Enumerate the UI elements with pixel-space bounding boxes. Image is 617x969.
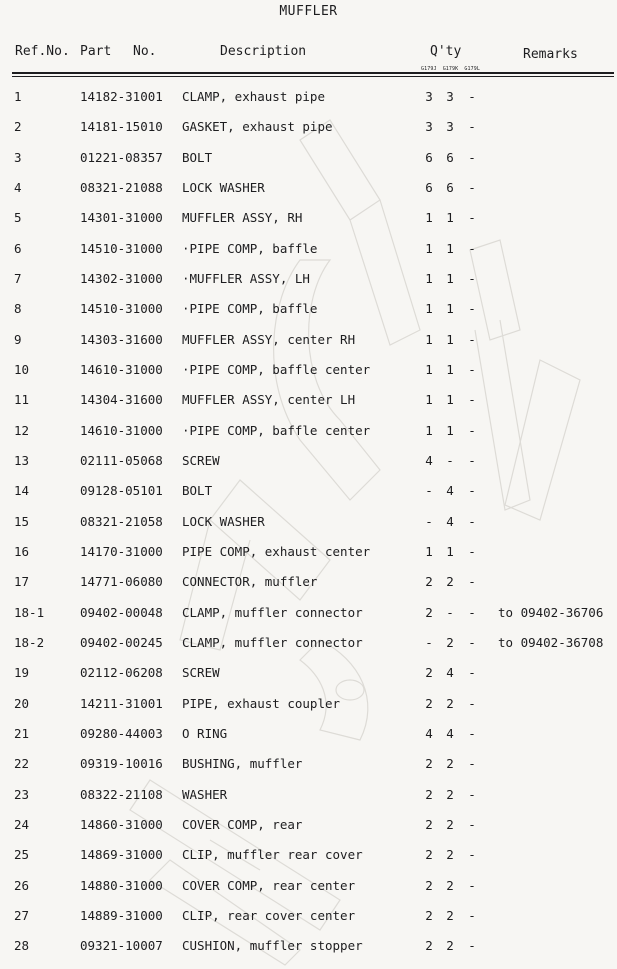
qty-model-1-cell: 1	[425, 301, 433, 317]
part-no-cell: 14889-31000	[80, 907, 163, 923]
qty-model-2-cell: 1	[446, 331, 454, 347]
description-cell: ·MUFFLER ASSY, LH	[182, 270, 310, 286]
ref-no-cell: 24	[14, 816, 30, 832]
qty-model-2-cell: 1	[446, 422, 454, 438]
table-row	[0, 566, 617, 596]
description-cell: MUFFLER ASSY, center RH	[182, 331, 356, 347]
header-part: Part	[80, 44, 112, 59]
qty-model-3-cell: -	[468, 240, 476, 256]
ref-no-cell: 3	[14, 149, 22, 165]
qty-model-3-cell: -	[468, 270, 476, 286]
ref-no-cell: 1	[14, 89, 22, 104]
qty-model-1-cell: 1	[425, 543, 433, 559]
qty-model-3-cell: -	[468, 422, 476, 438]
ref-no-cell: 9	[14, 331, 22, 347]
ref-no-cell: 17	[14, 574, 30, 590]
qty-model-1-cell: 2	[425, 574, 433, 590]
header-description: Description	[220, 44, 307, 59]
qty-model-1-cell: 1	[425, 392, 433, 408]
qty-model-2-cell: 1	[446, 361, 454, 377]
description-cell: CLAMP, muffler connector	[182, 604, 363, 620]
qty-model-2-cell: 1	[446, 210, 454, 226]
qty-model-2-cell: -	[446, 452, 454, 468]
qty-model-3-cell: -	[468, 149, 476, 165]
qty-model-1-cell: 2	[425, 938, 433, 954]
qty-model-1-cell: 2	[425, 695, 433, 711]
description-cell: LOCK WASHER	[182, 513, 265, 529]
table-row	[0, 202, 617, 232]
part-no-cell: 08321-21058	[80, 513, 163, 529]
qty-model-3-cell: -	[468, 513, 476, 529]
qty-model-1-cell: 6	[425, 179, 433, 195]
qty-model-2-cell: 2	[446, 938, 454, 954]
description-cell: O RING	[182, 725, 228, 741]
qty-model-1-cell: 4	[425, 725, 433, 741]
qty-model-3-cell: -	[468, 543, 476, 559]
qty-model-2-cell: 2	[446, 847, 454, 863]
table-row	[0, 657, 617, 687]
part-no-cell: 08322-21108	[80, 786, 163, 802]
qty-model-3-cell: -	[468, 119, 476, 135]
qty-model-2-cell: -	[446, 604, 454, 620]
qty-model-3-cell: -	[468, 574, 476, 590]
qty-model-1-cell: 6	[425, 149, 433, 165]
table-row	[0, 930, 617, 960]
description-cell: MUFFLER ASSY, center LH	[182, 392, 356, 408]
qty-model-3-cell: -	[468, 877, 476, 893]
ref-no-cell: 14	[14, 483, 30, 499]
part-no-cell: 09319-10016	[80, 756, 163, 772]
part-no-cell: 14510-31000	[80, 301, 163, 317]
part-no-cell: 08321-21088	[80, 179, 163, 195]
qty-model-2-cell: 3	[446, 89, 454, 104]
qty-model-3-cell: -	[468, 847, 476, 863]
qty-model-3-cell: -	[468, 483, 476, 499]
table-row	[0, 172, 617, 202]
table-row	[0, 263, 617, 293]
description-cell: BOLT	[182, 483, 213, 499]
description-cell: CLAMP, exhaust pipe	[182, 89, 325, 104]
table-row	[0, 748, 617, 778]
part-no-cell: 09280-44003	[80, 725, 163, 741]
ref-no-cell: 16	[14, 543, 30, 559]
qty-model-2-cell: 1	[446, 543, 454, 559]
qty-model-1-cell: 1	[425, 270, 433, 286]
qty-model-3-cell: -	[468, 786, 476, 802]
ref-no-cell: 15	[14, 513, 30, 529]
description-cell: LOCK WASHER	[182, 179, 265, 195]
qty-model-1-cell: 2	[425, 665, 433, 681]
part-no-cell: 09402-00048	[80, 604, 163, 620]
part-no-cell: 14170-31000	[80, 543, 163, 559]
ref-no-cell: 22	[14, 756, 30, 772]
qty-model-3-cell: -	[468, 725, 476, 741]
description-cell: SCREW	[182, 665, 220, 681]
qty-model-3-cell: -	[468, 756, 476, 772]
part-no-cell: 14869-31000	[80, 847, 163, 863]
table-row	[0, 445, 617, 475]
header-rule-thin	[12, 76, 614, 77]
qty-model-2-cell: 6	[446, 149, 454, 165]
part-no-cell: 14610-31000	[80, 361, 163, 377]
table-row	[0, 506, 617, 536]
table-row	[0, 293, 617, 323]
part-no-cell: 14301-31000	[80, 210, 163, 226]
qty-model-1-cell: 3	[425, 119, 433, 135]
part-no-cell: 14211-31001	[80, 695, 163, 711]
description-cell: CLAMP, muffler connector	[182, 634, 363, 650]
table-row	[0, 779, 617, 809]
description-cell: BUSHING, muffler	[182, 756, 303, 772]
part-no-cell: 14880-31000	[80, 877, 163, 893]
part-no-cell: 14771-06080	[80, 574, 163, 590]
description-cell: CLIP, muffler rear cover	[182, 847, 363, 863]
ref-no-cell: 21	[14, 725, 30, 741]
qty-model-1-cell: 4	[425, 452, 433, 468]
qty-model-2-cell: 6	[446, 179, 454, 195]
ref-no-cell: 4	[14, 179, 22, 195]
qty-model-1-cell: -	[425, 634, 433, 650]
qty-model-2-cell: 2	[446, 695, 454, 711]
ref-no-cell: 27	[14, 907, 30, 923]
description-cell: GASKET, exhaust pipe	[182, 119, 333, 135]
qty-model-2-cell: 4	[446, 665, 454, 681]
part-no-cell: 01221-08357	[80, 149, 163, 165]
part-no-cell: 14182-31001	[80, 89, 163, 104]
header-ref-no: Ref.No.	[15, 44, 70, 59]
qty-model-1-cell: 2	[425, 756, 433, 772]
table-row	[0, 475, 617, 505]
ref-no-cell: 10	[14, 361, 30, 377]
qty-model-2-cell: 2	[446, 574, 454, 590]
remarks-cell: to 09402-36706	[498, 604, 604, 620]
ref-no-cell: 25	[14, 847, 30, 863]
part-no-cell: 14302-31000	[80, 270, 163, 286]
qty-model-2-cell: 2	[446, 816, 454, 832]
qty-model-2-cell: 2	[446, 786, 454, 802]
model-code-3: G179L	[464, 66, 480, 72]
qty-model-1-cell: 2	[425, 907, 433, 923]
table-row	[0, 870, 617, 900]
qty-model-3-cell: -	[468, 938, 476, 954]
qty-model-1-cell: -	[425, 513, 433, 529]
qty-model-3-cell: -	[468, 179, 476, 195]
part-no-cell: 14303-31600	[80, 331, 163, 347]
ref-no-cell: 7	[14, 270, 22, 286]
ref-no-cell: 26	[14, 877, 30, 893]
qty-model-2-cell: 2	[446, 907, 454, 923]
qty-model-2-cell: 2	[446, 634, 454, 650]
table-row	[0, 324, 617, 354]
description-cell: ·PIPE COMP, baffle center	[182, 361, 371, 377]
ref-no-cell: 28	[14, 938, 30, 954]
qty-model-2-cell: 1	[446, 270, 454, 286]
part-no-cell: 14610-31000	[80, 422, 163, 438]
ref-no-cell: 8	[14, 301, 22, 317]
qty-model-2-cell: 4	[446, 725, 454, 741]
qty-model-2-cell: 2	[446, 756, 454, 772]
description-cell: CUSHION, muffler stopper	[182, 938, 363, 954]
table-row	[0, 354, 617, 384]
part-no-cell: 02111-05068	[80, 452, 163, 468]
qty-model-1-cell: 2	[425, 816, 433, 832]
qty-model-2-cell: 2	[446, 877, 454, 893]
qty-model-1-cell: 2	[425, 847, 433, 863]
part-no-cell: 14304-31600	[80, 392, 163, 408]
qty-model-2-cell: 4	[446, 483, 454, 499]
table-row	[0, 233, 617, 263]
qty-model-3-cell: -	[468, 634, 476, 650]
description-cell: COVER COMP, rear center	[182, 877, 356, 893]
part-no-cell: 14181-15010	[80, 119, 163, 135]
header-remarks: Remarks	[523, 47, 578, 62]
description-cell: CLIP, rear cover center	[182, 907, 356, 923]
qty-model-1-cell: 2	[425, 604, 433, 620]
table-row	[0, 597, 617, 627]
table-row	[0, 111, 617, 141]
remarks-cell: to 09402-36708	[498, 634, 604, 650]
qty-model-3-cell: -	[468, 301, 476, 317]
description-cell: PIPE COMP, exhaust center	[182, 543, 371, 559]
header-quantity: Q'ty	[430, 44, 462, 59]
part-no-cell: 14510-31000	[80, 240, 163, 256]
part-no-cell: 09402-00245	[80, 634, 163, 650]
ref-no-cell: 5	[14, 210, 22, 226]
table-row	[0, 384, 617, 414]
table-row	[0, 809, 617, 839]
header-rule-thick	[12, 72, 614, 74]
table-row	[0, 415, 617, 445]
qty-model-3-cell: -	[468, 452, 476, 468]
table-row	[0, 536, 617, 566]
ref-no-cell: 13	[14, 452, 30, 468]
qty-model-3-cell: -	[468, 665, 476, 681]
page-title: MUFFLER	[279, 4, 338, 19]
qty-model-1-cell: 1	[425, 240, 433, 256]
part-no-cell: 09321-10007	[80, 938, 163, 954]
ref-no-cell: 18-1	[14, 604, 45, 620]
qty-model-3-cell: -	[468, 210, 476, 226]
qty-model-1-cell: -	[425, 483, 433, 499]
part-no-cell: 02112-06208	[80, 665, 163, 681]
qty-model-2-cell: 1	[446, 240, 454, 256]
qty-model-2-cell: 1	[446, 392, 454, 408]
parts-table	[0, 81, 617, 961]
ref-no-cell: 12	[14, 422, 30, 438]
part-no-cell: 09128-05101	[80, 483, 163, 499]
qty-model-3-cell: -	[468, 695, 476, 711]
description-cell: BOLT	[182, 149, 213, 165]
table-row	[0, 142, 617, 172]
qty-model-1-cell: 2	[425, 877, 433, 893]
table-row	[0, 900, 617, 930]
qty-model-3-cell: -	[468, 604, 476, 620]
qty-model-3-cell: -	[468, 331, 476, 347]
model-code-1: G179J	[421, 66, 437, 72]
qty-model-3-cell: -	[468, 392, 476, 408]
table-row	[0, 839, 617, 869]
qty-model-2-cell: 4	[446, 513, 454, 529]
qty-model-1-cell: 1	[425, 422, 433, 438]
table-row	[0, 627, 617, 657]
qty-model-1-cell: 1	[425, 210, 433, 226]
ref-no-cell: 11	[14, 392, 30, 408]
qty-model-2-cell: 3	[446, 119, 454, 135]
qty-model-3-cell: -	[468, 816, 476, 832]
ref-no-cell: 23	[14, 786, 30, 802]
description-cell: ·PIPE COMP, baffle	[182, 240, 318, 256]
description-cell: PIPE, exhaust coupler	[182, 695, 341, 711]
table-row	[0, 718, 617, 748]
ref-no-cell: 19	[14, 665, 30, 681]
description-cell: ·PIPE COMP, baffle	[182, 301, 318, 317]
ref-no-cell: 6	[14, 240, 22, 256]
ref-no-cell: 18-2	[14, 634, 45, 650]
table-row	[0, 81, 617, 111]
qty-model-3-cell: -	[468, 89, 476, 104]
part-no-cell: 14860-31000	[80, 816, 163, 832]
description-cell: ·PIPE COMP, baffle center	[182, 422, 371, 438]
qty-model-3-cell: -	[468, 361, 476, 377]
header-no: No.	[133, 44, 157, 59]
qty-model-1-cell: 2	[425, 786, 433, 802]
qty-model-1-cell: 1	[425, 331, 433, 347]
table-row	[0, 688, 617, 718]
ref-no-cell: 20	[14, 695, 30, 711]
description-cell: WASHER	[182, 786, 228, 802]
description-cell: SCREW	[182, 452, 220, 468]
description-cell: CONNECTOR, muffler	[182, 574, 318, 590]
model-code-2: G179K	[442, 66, 459, 72]
qty-model-1-cell: 3	[425, 89, 433, 104]
ref-no-cell: 2	[14, 119, 22, 135]
description-cell: COVER COMP, rear	[182, 816, 303, 832]
qty-model-1-cell: 1	[425, 361, 433, 377]
qty-model-3-cell: -	[468, 907, 476, 923]
qty-model-2-cell: 1	[446, 301, 454, 317]
description-cell: MUFFLER ASSY, RH	[182, 210, 303, 226]
